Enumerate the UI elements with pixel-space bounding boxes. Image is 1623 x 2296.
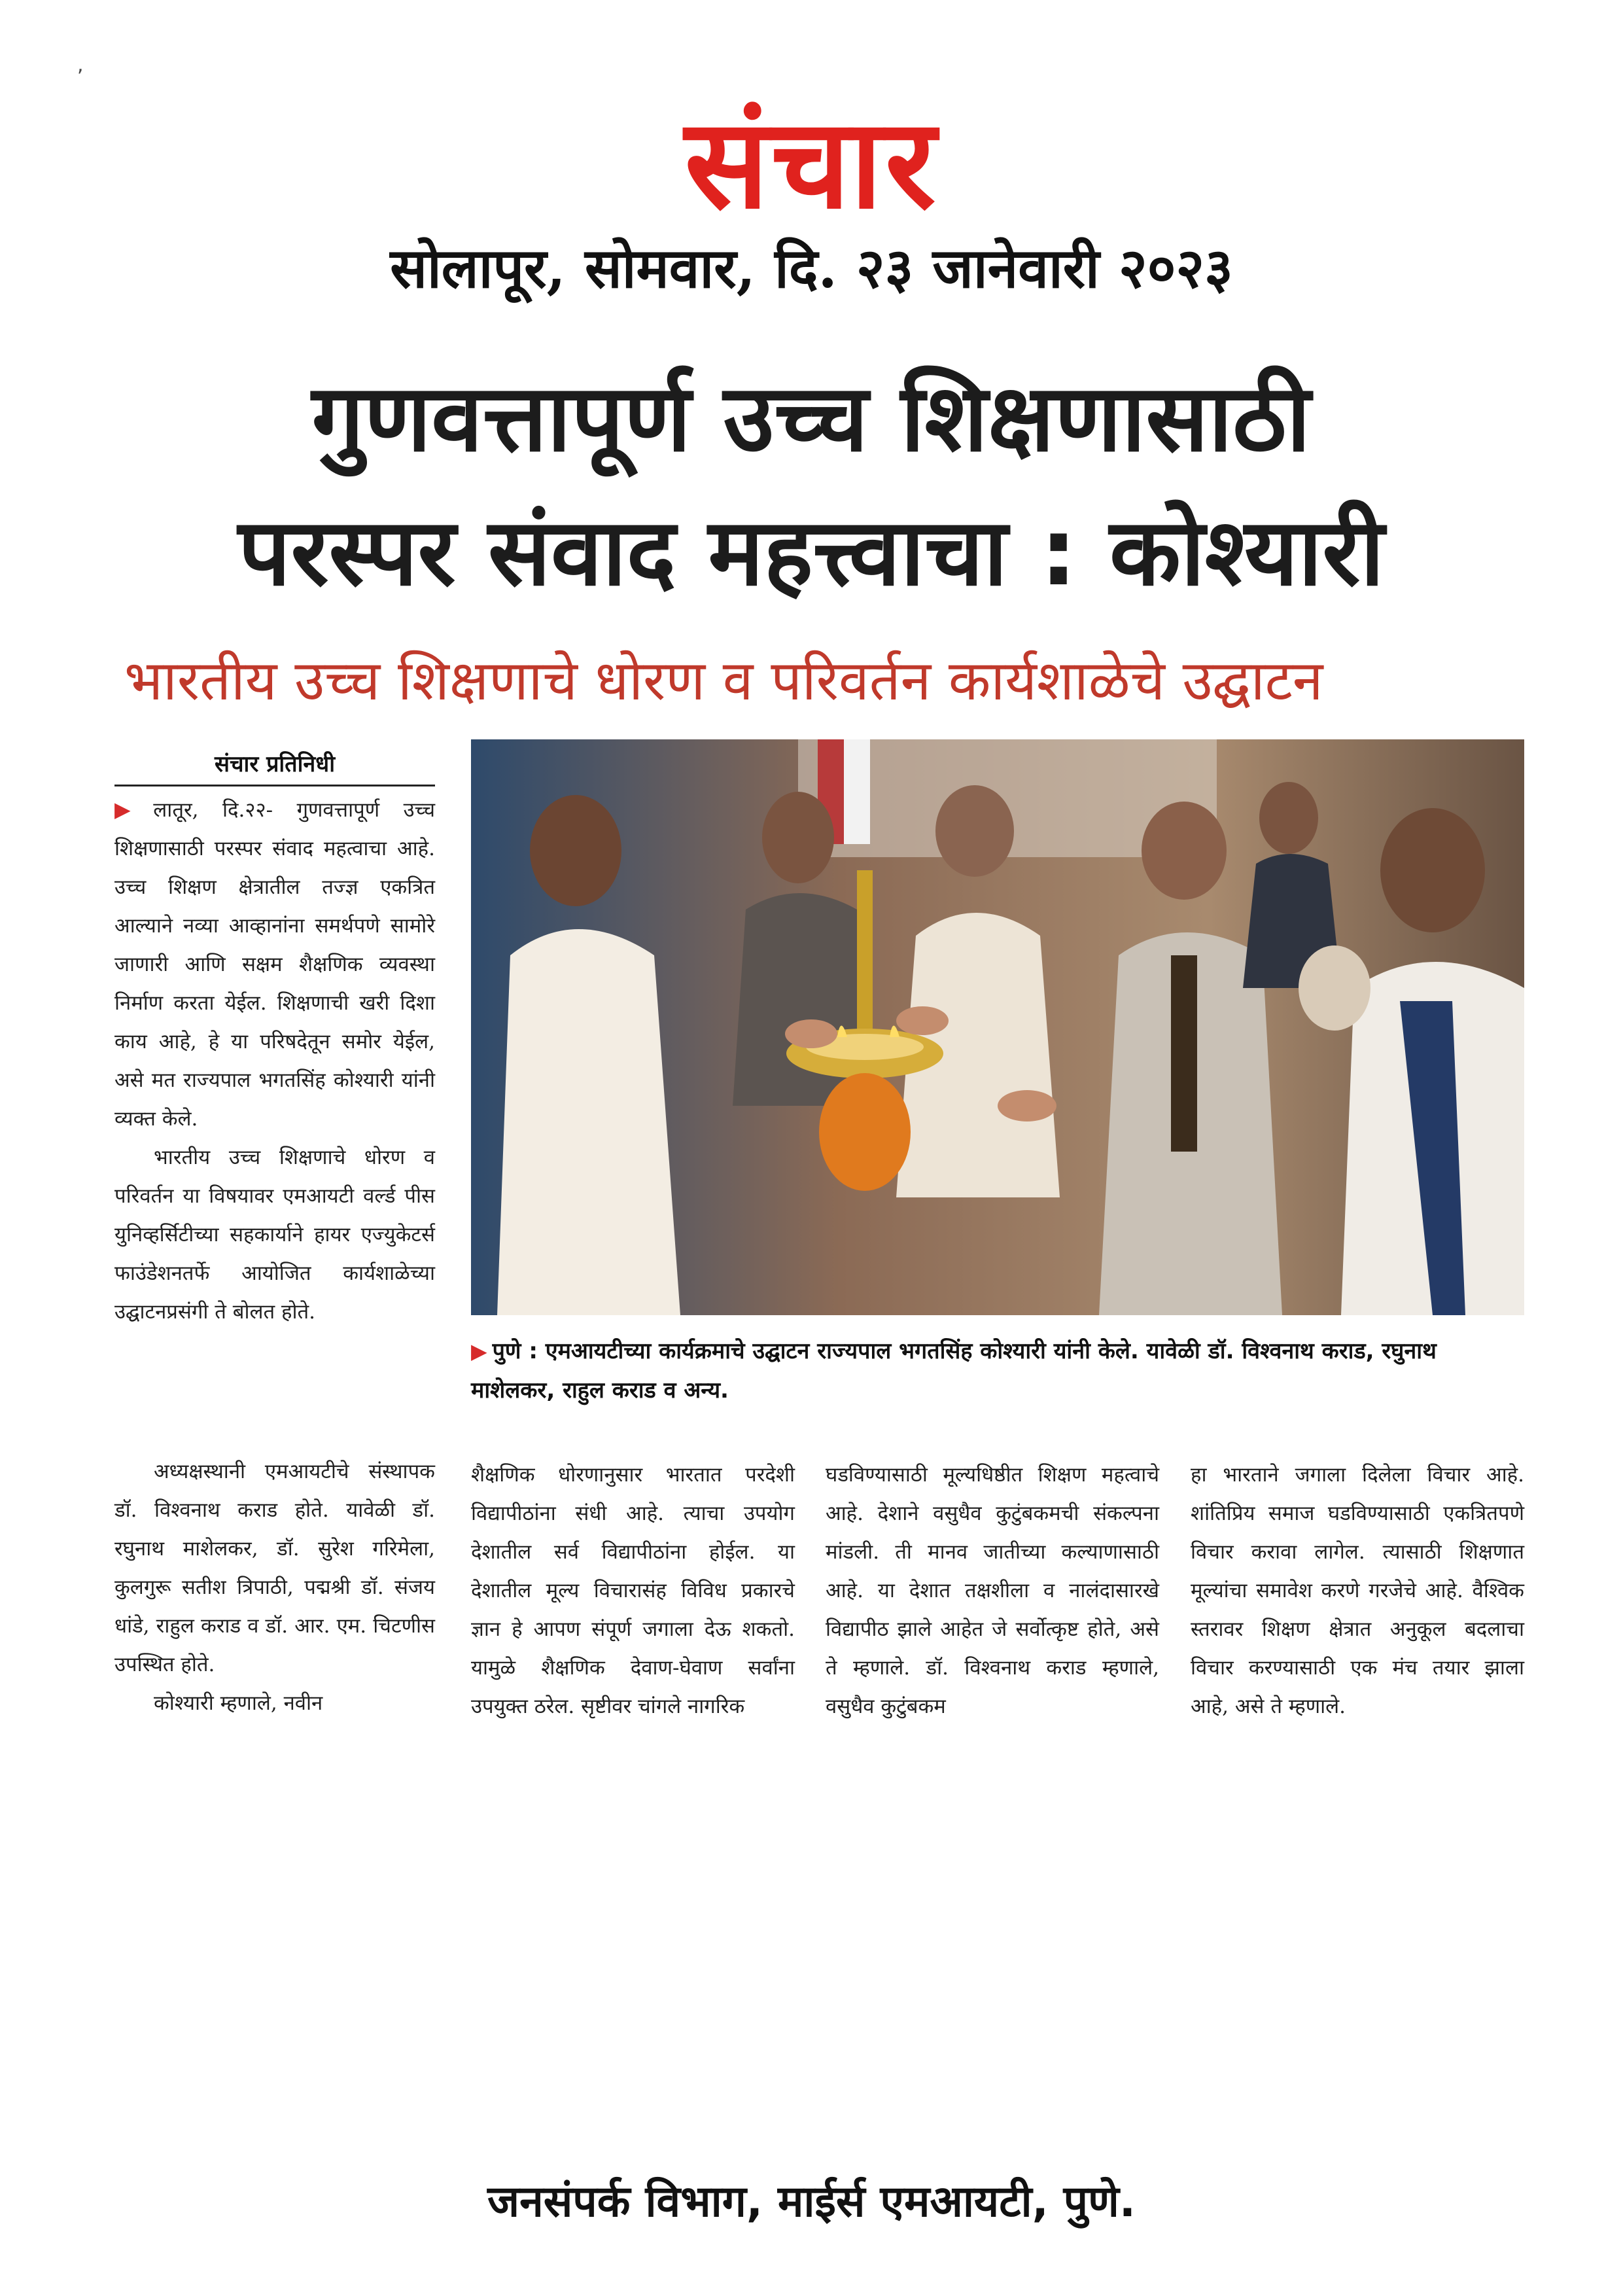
paragraph: अध्यक्षस्थानी एमआयटीचे संस्थापक डॉ. विश्वनाथ कराड होते. यावेळी डॉ. रघुनाथ माशेलकर, डॉ. सुरेश गरिमेला, कुलगुरू सतीश त्रिपाठी, पद्मश्री डॉ. संजय धांडे, राहुल कराड व डॉ. आर. एम. चिटणीस उपस्थित होते. — [114, 1460, 435, 1676]
paragraph: भारतीय उच्च शिक्षणाचे धोरण व परिवर्तन या विषयावर एमआयटी वर्ल्ड पीस युनिव्हर्सिटीच्या सहकार्याने हायर एज्युकेटर्स फाउंडेशनतर्फे आयोजित कार्यशाळेच्या उद्घाटनप्रसंगी ते बोलत होते. — [114, 1146, 435, 1324]
lamp-lighting-photo-illustration — [471, 739, 1524, 1315]
lead-paragraph — [114, 790, 435, 1139]
arrow-bullet-icon: ▶ — [471, 1339, 487, 1364]
caption-text: पुणे : एमआयटीच्या कार्यक्रमाचे उद्घाटन राज्यपाल भगतसिंह कोश्यारी यांनी केले. यावेळी डॉ. विश्वनाथ कराड, रघुनाथ माशेलकर, राहुल कराड व अन्य. — [471, 1338, 1437, 1404]
article-column-3 — [826, 1456, 1159, 1726]
paragraph: शैक्षणिक धोरणानुसार भारतात परदेशी विद्यापीठांना संधी आहे. त्याचा उपयोग देशातील सर्व विद्यापीठांना होईल. या देशातील मूल्य विचारासंह विविध प्रकारचे ज्ञान हे आपण संपूर्ण जगाला देऊ शकतो. यामुळे शैक्षणिक देवाण-घेवाण सर्वांना उपयुक्त ठरेल. सृष्टीवर चांगले नागरिक — [471, 1463, 795, 1718]
event-photo — [471, 739, 1524, 1315]
article-column-1 — [114, 790, 435, 1332]
paragraph: घडविण्यासाठी मूल्यधिष्ठीत शिक्षण महत्वाचे आहे. देशाने वसुधैव कुटुंबकमची संकल्पना मांडली. ती मानव जातीच्या कल्याणासाठी आहे. या देशात तक्षशीला व नालंदासारखे विद्यापीठ झाले आहेत जे सर्वोत्कृष्ट होते, असे ते म्हणाले. डॉ. विश्वनाथ कराड म्हणाले, वसुधैव कुटुंबकम — [826, 1463, 1159, 1718]
dateline: सोलापूर, सोमवार, दि. २३ जानेवारी २०२३ — [390, 236, 1233, 300]
paragraph: कोश्यारी म्हणाले, नवीन — [154, 1691, 323, 1715]
headline-line-2: परस्पर संवाद महत्त्वाचा : कोश्यारी — [237, 499, 1385, 607]
lead-text: लातूर, दि.२२- गुणवत्तापूर्ण उच्च शिक्षणासाठी परस्पर संवाद महत्वाचा आहे. उच्च शिक्षण क्षेत्रातील तज्ज्ञ एकत्रित आल्याने नव्या आव्हानांना समर्थपणे सामोरे जाणारी आणि सक्षम शैक्षणिक व्यवस्था निर्माण करता येईल. शिक्षणाची खरी दिशा काय आहे, हे या परिषदेतून समोर येईल, असे मत राज्यपाल भगतसिंह कोश्यारी यांनी व्यक्त केले. — [114, 798, 436, 1131]
photo-caption — [471, 1332, 1524, 1410]
subheadline: भारतीय उच्च शिक्षणाचे धोरण व परिवर्तन कार्यशाळेचे उद्घाटन — [124, 648, 1323, 713]
article-column-2 — [471, 1456, 795, 1726]
arrow-bullet-icon: ▶ — [114, 797, 148, 822]
headline-line-1: गुणवत्तापूर्ण उच्च शिक्षणासाठी — [311, 364, 1311, 472]
article-column-4 — [1191, 1456, 1524, 1726]
corner-mark: , — [77, 54, 84, 77]
paragraph: हा भारताने जगाला दिलेला विचार आहे. शांतिप्रिय समाज घडविण्यासाठी एकत्रितपणे विचार करावा लागेल. त्यासाठी शिक्षणात मूल्यांचा समावेश करणे गरजेचे आहे. वैश्विक स्तरावर शिक्षण क्षेत्रात अनुकूल बदलाचा विचार करण्यासाठी एक मंच तयार झाला आहे, असे ते म्हणाले. — [1191, 1463, 1524, 1718]
footer-credit: जनसंपर्क विभाग, माईर्स एमआयटी, पुणे. — [487, 2176, 1136, 2227]
article-column-1-continued — [114, 1453, 435, 1723]
newspaper-masthead: संचार — [684, 90, 939, 236]
byline: संचार प्रतिनिधी — [114, 748, 435, 786]
